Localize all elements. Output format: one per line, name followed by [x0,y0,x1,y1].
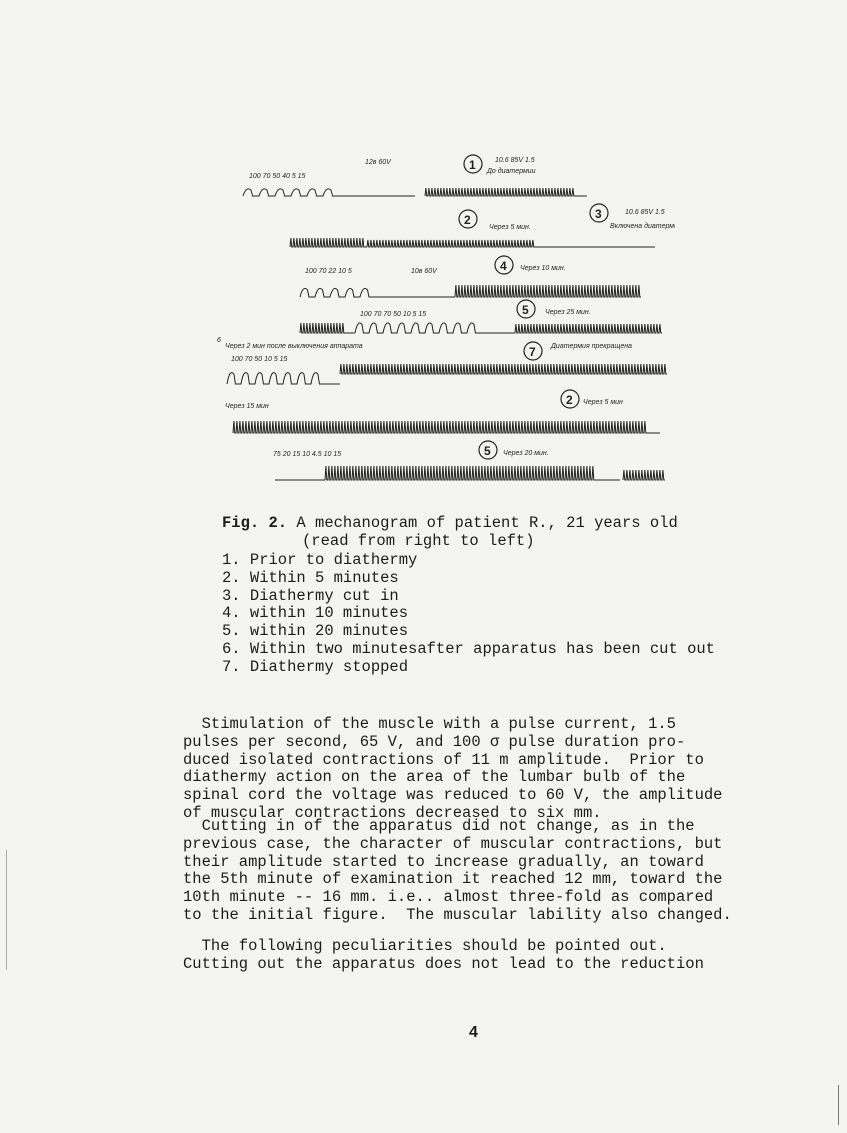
paragraph-line: Cutting in of the apparatus did not change, as in the [183,817,695,835]
row3-freq-labels: 100 70 22 10 5 [305,268,352,275]
trace-line-3 [300,285,641,297]
marker-number-5: 5 [522,303,529,317]
trace-row-2 [290,204,675,247]
caption-fig-number: Fig. 2. [222,514,288,532]
row5-marker-b-text: Диатермия прекращена [551,343,632,350]
row6-marker-text: Через 5 мин [583,399,623,406]
figure-legend [222,552,715,677]
marker-number-4: 4 [500,259,507,273]
paragraph-line: to the initial figure. The muscular lability also changed. [183,905,732,924]
trace-row-7 [273,441,665,480]
paragraph-line: of muscular contractions decreased to six mm. [183,803,602,822]
row3-marker-text: Через 10 мин. [520,265,566,272]
row4-freq-labels: 100 70 70 50 10 5 15 [360,311,427,318]
row1-marker-text: 10.6 85V 1.5 [495,157,535,164]
caption-subtitle: (read from right to left) [302,532,535,550]
marker-number-1: 1 [469,158,476,172]
row2-marker-b-sub: Включена диатермия [610,223,675,230]
paragraph-line: pulses per second, 65 V, and 100 σ pulse duration pro- [183,732,686,751]
paragraph-line: previous case, the character of muscular contractions, but [183,834,723,853]
trace-row-6 [225,390,660,433]
paragraph-line: duced isolated contractions of 11 m amplitude. Prior to [183,750,704,769]
trace-line-6 [233,421,660,433]
marker-number-3: 3 [595,207,602,221]
paragraph-line: diathermy action on the area of the lumbar bulb of the [183,768,686,787]
caption-title-line [222,514,678,532]
paragraph-line: 10th minute -- 16 mm. i.e.. almost three-fold as compared [183,888,714,907]
row5-marker-a-text: Через 2 мин после выключения аппарата [225,343,363,350]
row2-marker-a-text: Через 5 мин. [489,224,531,231]
trace-line-5 [227,364,667,384]
figure-caption [222,514,678,550]
paragraph-line: The following peculiarities should be pointed out. [183,937,667,955]
legend-item: 7. Diathermy stopped [222,657,409,676]
legend-item: 3. Diathermy cut in [222,586,399,605]
caption-title: A mechanogram of patient R., 21 years old [287,514,678,532]
mechanogram-figure [215,150,675,500]
row3-note: 10в 60V [411,268,437,275]
legend-item: 1. Prior to diathermy [222,551,418,569]
row5-freq-labels: 100 70 50 10 5 15 [231,356,288,363]
trace-line-4 [300,323,662,333]
legend-item: 2. Within 5 minutes [222,568,399,587]
trace-line-1 [243,188,587,196]
paragraph-line: the 5th minute of examination it reached 12 mm, toward the [183,870,723,889]
marker-number-2b: 2 [566,393,573,407]
page-number: 4 [469,1024,478,1041]
row1-note: 12в 60V [365,159,391,166]
row5-marker-a: 6 [217,337,221,344]
paragraph-line: Stimulation of the muscle with a pulse current, 1.5 [183,715,676,733]
marker-number-7: 7 [529,345,536,359]
row1-marker-sub: До диатермии [487,168,536,175]
trace-line-7 [275,466,665,480]
body-paragraph-1 [183,716,783,823]
scan-edge-mark [838,1085,839,1125]
marker-number-2: 2 [464,213,471,227]
legend-item: 6. Within two minutesafter apparatus has been cut out [222,639,715,658]
row1-freq-labels: 100 70 50 40 5 15 [249,173,306,180]
paragraph-line: their amplitude started to increase gradually, an toward [183,852,704,871]
scan-edge-mark-left [6,850,7,970]
trace-row-4 [300,300,662,333]
row7-freq-labels: 75 20 15 10 4.5 10 15 [273,451,342,458]
trace-row-1 [243,155,587,196]
body-paragraph-3 [183,938,783,974]
row6-left-text: Через 15 мин [225,403,269,410]
row2-marker-b-text: 10.6 85V 1.5 [625,209,665,216]
trace-line-2 [290,238,655,247]
row7-marker-text: Через 20 мин. [503,450,549,457]
row4-marker-text: Через 25 мин. [545,309,591,316]
legend-item: 5. within 20 minutes [222,622,409,641]
legend-item: 4. within 10 minutes [222,604,409,623]
trace-row-3 [300,256,641,297]
paragraph-line: Cutting out the apparatus does not lead to the reduction [183,954,704,973]
mechanogram-image [215,150,675,500]
body-paragraph-2 [183,818,783,925]
trace-row-5 [217,337,667,384]
paragraph-line: spinal cord the voltage was reduced to 60 V, the amplitude [183,786,723,805]
marker-number-5b: 5 [484,444,491,458]
